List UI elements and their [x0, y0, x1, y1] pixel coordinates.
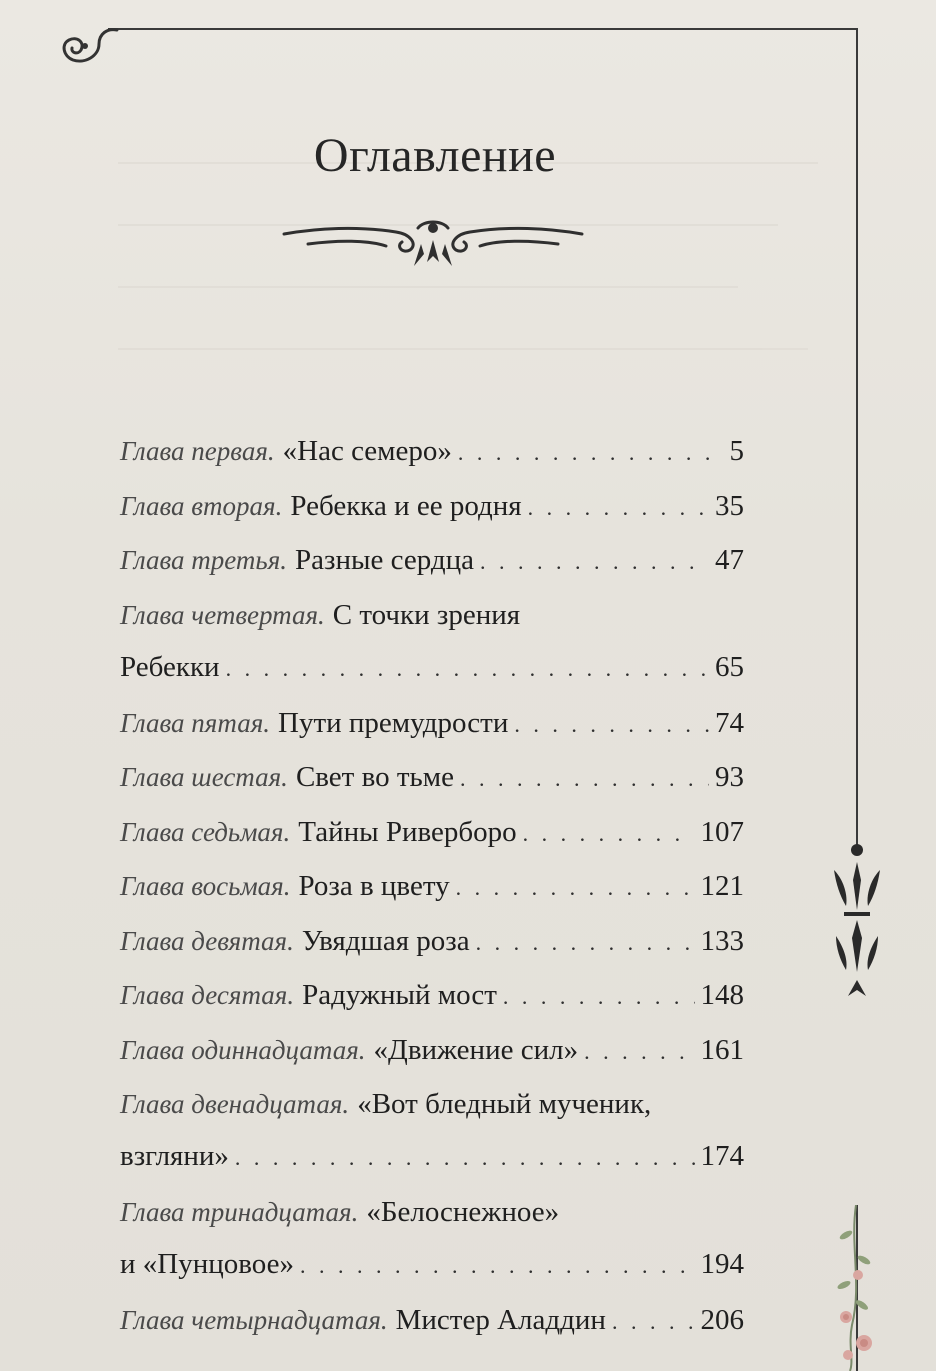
- chapter-number: Глава девятая.: [120, 925, 294, 956]
- toc-entry[interactable]: [120, 589, 744, 697]
- dot-leader: [503, 971, 695, 1023]
- dot-leader: [584, 1026, 694, 1078]
- toc-entry[interactable]: [120, 969, 744, 1024]
- page-number: 161: [700, 1033, 744, 1066]
- dot-leader: [300, 1240, 695, 1292]
- page-number: 107: [700, 815, 744, 848]
- chapter-title: Тайны Риверборо: [298, 815, 517, 848]
- page-number: 206: [700, 1304, 744, 1336]
- page-number: 47: [715, 544, 744, 576]
- chapter-number: Глава четырнадцатая.: [120, 1305, 388, 1335]
- chapter-title: «Движение сил»: [373, 1033, 579, 1066]
- chapter-title: «Белоснежное»: [366, 1196, 560, 1228]
- dot-leader: [235, 1132, 695, 1184]
- chapter-title: Свет во тьме: [295, 761, 454, 793]
- dot-leader: [514, 699, 709, 751]
- page-number: 93: [715, 761, 744, 793]
- toc-entry[interactable]: [120, 1078, 744, 1186]
- toc-entry[interactable]: [120, 915, 744, 970]
- toc-entry[interactable]: [120, 1024, 744, 1079]
- dot-leader: [480, 536, 709, 588]
- toc-entry[interactable]: [120, 1294, 744, 1349]
- dot-leader: [528, 482, 709, 534]
- side-finial-ornament: [826, 840, 888, 1005]
- page-number: 35: [715, 489, 744, 522]
- toc-entry[interactable]: [120, 480, 744, 535]
- dot-leader: [476, 917, 695, 969]
- title-flourish-ornament: [278, 210, 588, 272]
- chapter-title-continued: Ребекки: [120, 650, 220, 683]
- chapter-number: Глава пятая.: [120, 707, 270, 738]
- chapter-title: Ребекка и ее родня: [290, 489, 522, 522]
- chapter-title: Мистер Аладдин: [395, 1304, 606, 1336]
- chapter-number: Глава тринадцатая.: [120, 1197, 359, 1227]
- frame-top-rule: [108, 28, 858, 30]
- page-number: 133: [700, 924, 744, 957]
- toc-entry[interactable]: [120, 751, 744, 806]
- page-number: 74: [715, 706, 744, 739]
- chapter-number: Глава десятая.: [120, 980, 295, 1010]
- floral-vine-illustration: [818, 1205, 878, 1371]
- dot-leader: [226, 643, 709, 695]
- page-number: 194: [700, 1248, 744, 1280]
- chapter-title: Увядшая роза: [301, 924, 470, 957]
- chapter-title: Пути премудрости: [278, 706, 509, 739]
- chapter-number: Глава шестая.: [120, 762, 288, 792]
- toc-entry[interactable]: [120, 697, 744, 752]
- chapter-number: Глава седьмая.: [120, 816, 291, 847]
- toc-entry[interactable]: [120, 425, 744, 480]
- page-number: 174: [700, 1140, 744, 1172]
- toc-entry[interactable]: [120, 860, 744, 915]
- chapter-number: Глава одиннадцатая.: [120, 1034, 366, 1065]
- page-number: 121: [700, 870, 744, 902]
- dot-leader: [460, 753, 709, 805]
- dot-leader: [523, 808, 695, 860]
- toc-entry[interactable]: [120, 806, 744, 861]
- dot-leader: [458, 427, 712, 479]
- page-number: 65: [715, 650, 744, 683]
- chapter-title: Радужный мост: [302, 979, 497, 1011]
- chapter-title: Разные сердца: [295, 544, 474, 576]
- chapter-title: «Нас семеро»: [282, 435, 452, 467]
- chapter-number: Глава третья.: [120, 545, 288, 575]
- page-number: 148: [700, 979, 744, 1011]
- dot-leader: [612, 1296, 695, 1348]
- corner-swirl-ornament: [55, 18, 125, 78]
- page-number: 5: [729, 435, 744, 467]
- dot-leader: [456, 862, 695, 914]
- toc-entry[interactable]: [120, 534, 744, 589]
- chapter-number: Глава четвертая.: [120, 599, 325, 630]
- chapter-title: С точки зрения: [332, 598, 521, 631]
- chapter-title: «Вот бледный мученик,: [357, 1088, 652, 1120]
- page-title: Оглавление: [313, 129, 557, 182]
- chapter-number: Глава первая.: [120, 436, 275, 466]
- table-of-contents: [120, 425, 744, 1349]
- chapter-title: Роза в цвету: [298, 870, 450, 902]
- chapter-number: Глава восьмая.: [120, 871, 291, 901]
- toc-entry[interactable]: [120, 1186, 744, 1294]
- chapter-number: Глава двенадцатая.: [120, 1089, 350, 1119]
- chapter-title-continued: взгляни»: [120, 1140, 229, 1172]
- chapter-title-continued: и «Пунцовое»: [120, 1248, 294, 1280]
- chapter-number: Глава вторая.: [120, 490, 283, 521]
